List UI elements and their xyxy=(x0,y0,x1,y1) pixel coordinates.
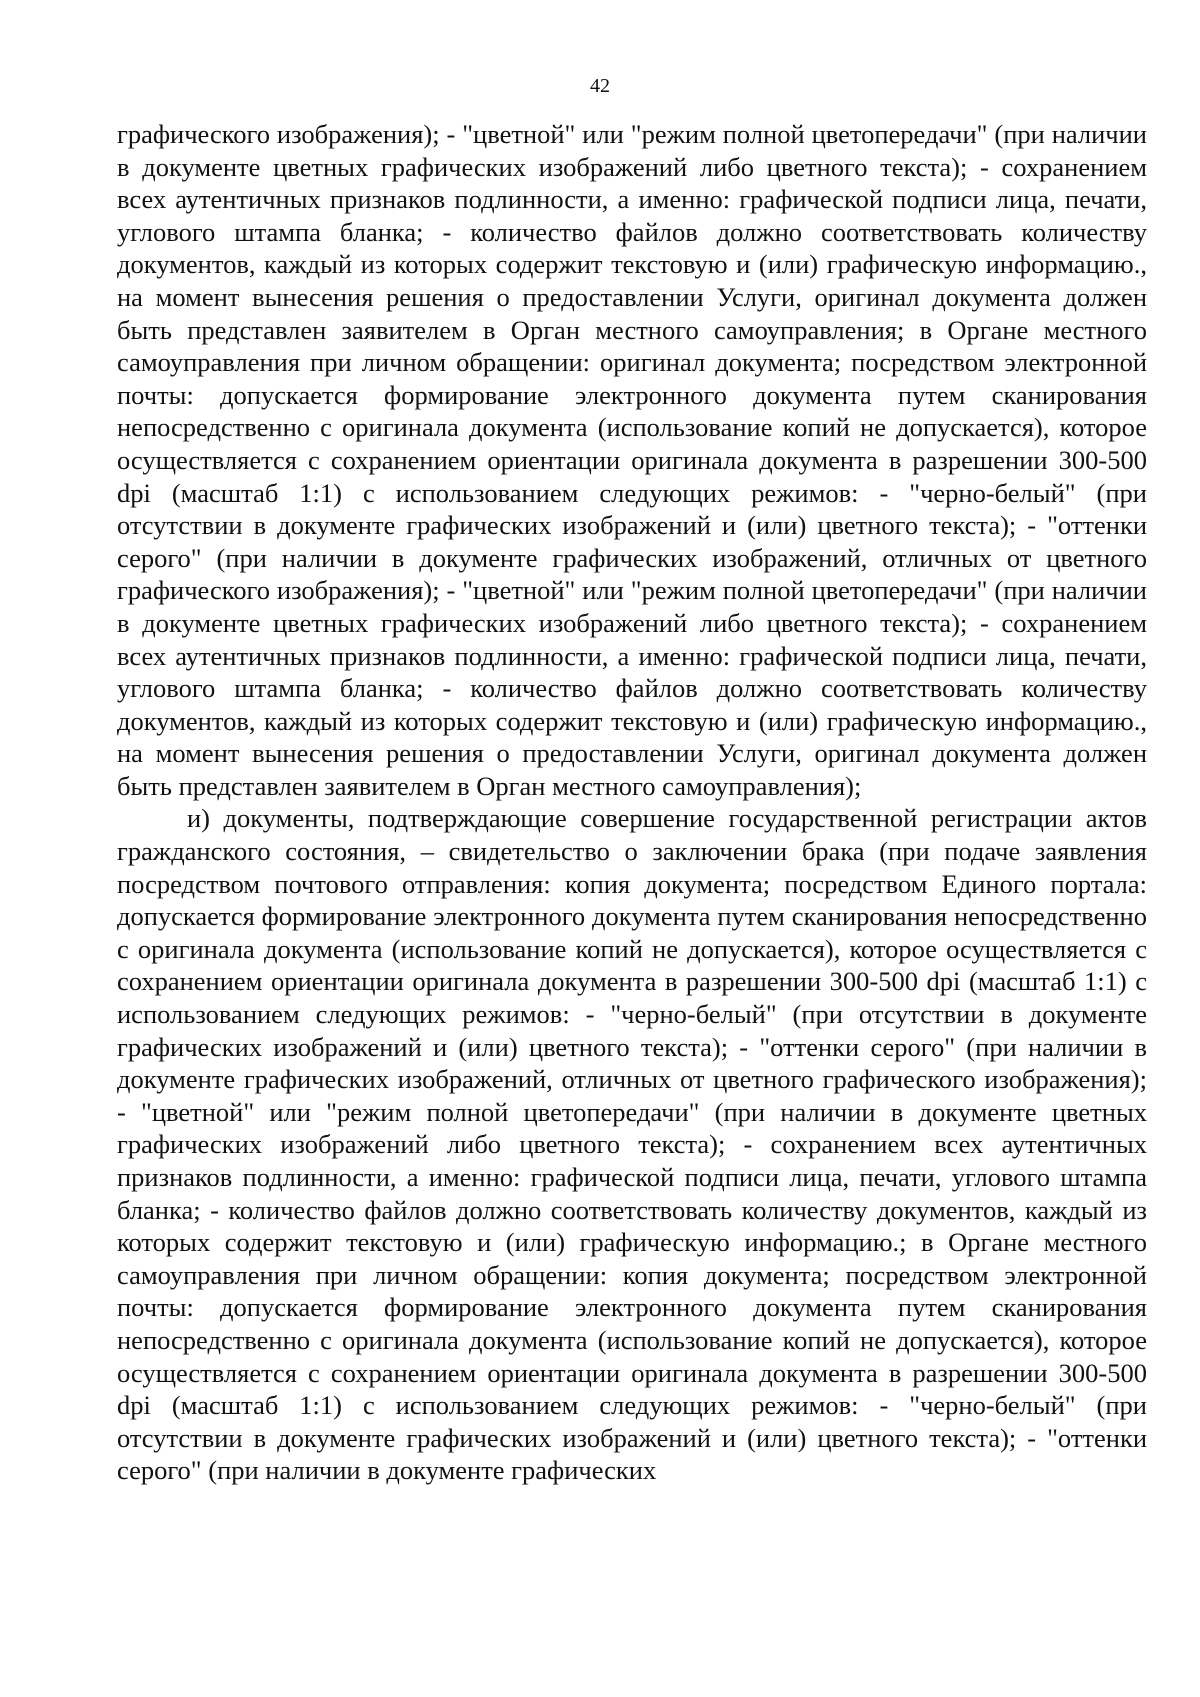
paragraph-item-i: и) документы, подтверждающие совершение государственной регистрации актов гражданского состояния, – свидетельство о заключении брака (при подаче заявления посредством почтового отправления: копия документа; посредством Единого портала: допускается формирование электронного документа путем сканирования непосредственно с оригинала документа (использование копий не допускается), которое осуществляется с сохранением ориентации оригинала документа в разрешении 300-500 dpi (масштаб 1:1) с использованием следующих режимов: - "черно-белый" (при отсутствии в документе графических изображений и (или) цветного текста); - "оттенки серого" (при наличии в документе графических изображений, отличных от цветного графического изображения); - "цветной" или "режим полной цветопередачи" (при наличии в документе цветных графических изображений либо цветного текста); - сохранением всех аутентичных признаков подлинности, а именно: графической подписи лица, печати, углового штампа бланка; - количество файлов должно соответствовать количеству документов, каждый из которых содержит текстовую и (или) графическую информацию.; в Органе местного самоуправления при личном обращении: копия документа; посредством электронной почты: допускается формирование электронного документа путем сканирования непосредственно с оригинала документа (использование копий не допускается), которое осуществляется с сохранением ориентации оригинала документа в разрешении 300-500 dpi (масштаб 1:1) с использованием следующих режимов: - "черно-белый" (при отсутствии в документе графических изображений и (или) цветного текста); - "оттенки серого" (при наличии в документе графических xyxy=(117,803,1147,1486)
document-body xyxy=(117,118,1147,1487)
page-number: 42 xyxy=(590,75,610,97)
paragraph-continuation: графического изображения); - "цветной" или "режим полной цветопередачи" (при наличии в документе цветных графических изображений либо цветного текста); - сохранением всех аутентичных признаков подлинности, а именно: графической подписи лица, печати, углового штампа бланка; - количество файлов должно соответствовать количеству документов, каждый из которых содержит текстовую и (или) графическую информацию., на момент вынесения решения о предоставлении Услуги, оригинал документа должен быть представлен заявителем в Орган местного самоуправления; в Органе местного самоуправления при личном обращении: оригинал документа; посредством электронной почты: допускается формирование электронного документа путем сканирования непосредственно с оригинала документа (использование копий не допускается), которое осуществляется с сохранением ориентации оригинала документа в разрешении 300-500 dpi (масштаб 1:1) с использованием следующих режимов: - "черно-белый" (при отсутствии в документе графических изображений и (или) цветного текста); - "оттенки серого" (при наличии в документе графических изображений, отличных от цветного графического изображения); - "цветной" или "режим полной цветопередачи" (при наличии в документе цветных графических изображений либо цветного текста); - сохранением всех аутентичных признаков подлинности, а именно: графической подписи лица, печати, углового штампа бланка; - количество файлов должно соответствовать количеству документов, каждый из которых содержит текстовую и (или) графическую информацию., на момент вынесения решения о предоставлении Услуги, оригинал документа должен быть представлен заявителем в Орган местного самоуправления); xyxy=(117,119,1147,801)
